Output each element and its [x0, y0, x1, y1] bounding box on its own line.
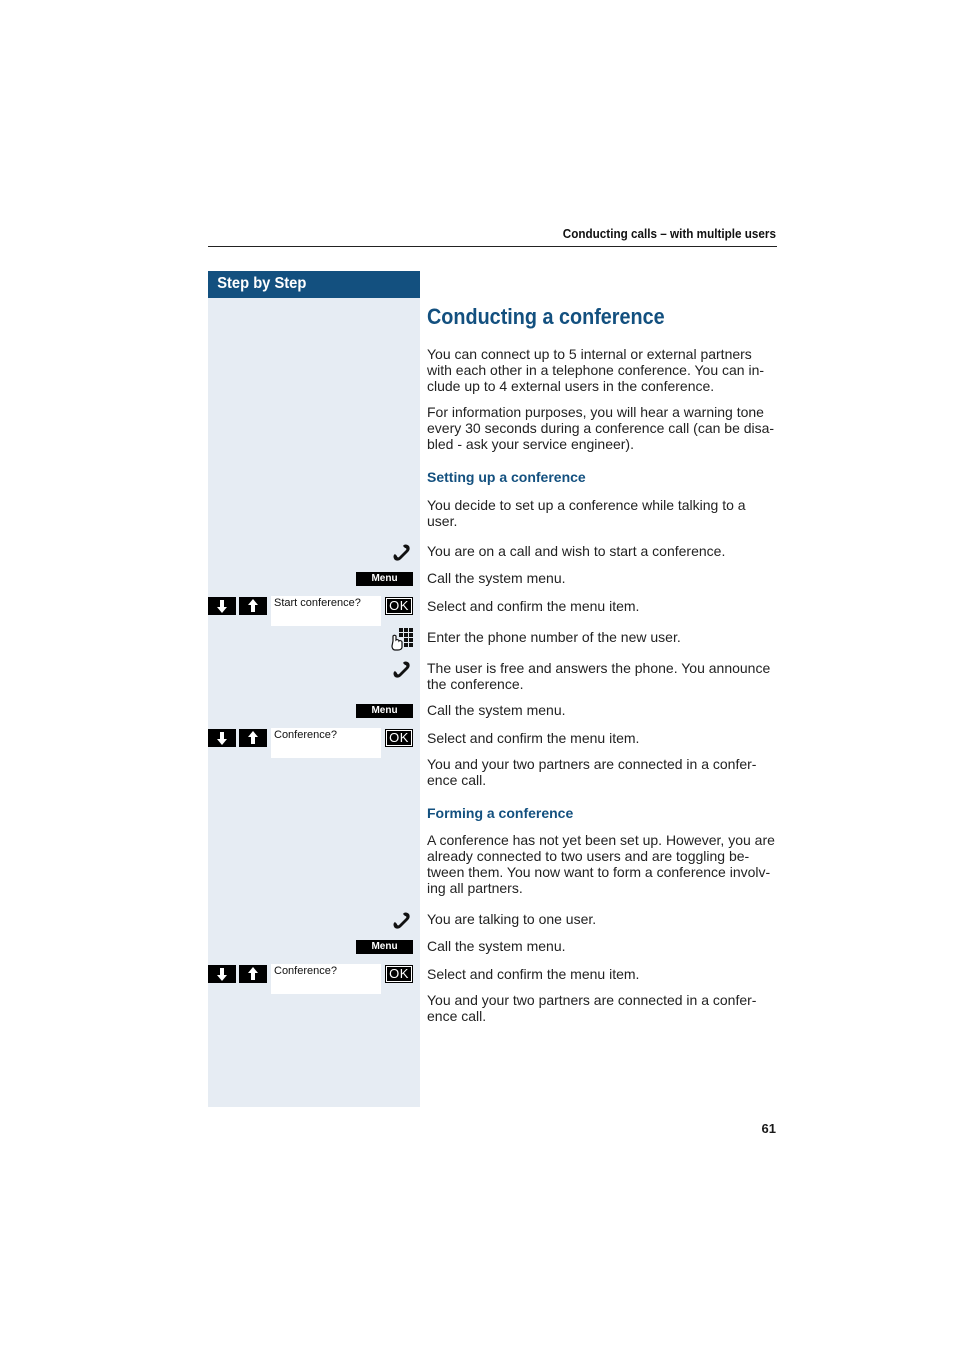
step-text: Call the system menu. [427, 570, 566, 586]
arrow-down-icon[interactable] [208, 597, 236, 615]
ok-label: OK [386, 966, 412, 982]
menu-item-display [271, 964, 381, 994]
arrow-up-icon[interactable] [239, 729, 267, 747]
step-text: You are talking to one user. [427, 911, 597, 927]
menu-item-display [271, 728, 381, 758]
step-text: Select and confirm the menu item. [427, 730, 640, 746]
menu-item-display [271, 596, 381, 626]
menu-key[interactable]: Menu [356, 704, 413, 718]
step-text: Enter the phone number of the new user. [427, 629, 681, 645]
arrow-down-icon[interactable] [208, 729, 236, 747]
step-text: Select and confirm the menu item. [427, 598, 640, 614]
step-text: You are on a call and wish to start a conference. [427, 543, 726, 559]
ok-key[interactable] [385, 729, 413, 747]
menu-item-label: Start conference? [274, 597, 361, 609]
page-number: 61 [761, 1121, 776, 1136]
step-result: You and your two partners are connected in a confer-ence call. [427, 756, 757, 788]
step-text: Call the system menu. [427, 702, 566, 718]
subheading-forming: Forming a conference [427, 805, 574, 821]
step-text: Call the system menu. [427, 938, 566, 954]
subheading-setting-up: Setting up a conference [427, 469, 586, 485]
menu-item-label: Conference? [274, 965, 337, 977]
intro-paragraph-2: For information purposes, you will hear a warning tone every 30 seconds during a conference call (can be disa-bled - ask your service engineer). [427, 404, 775, 452]
menu-item-label: Conference? [274, 729, 337, 741]
arrow-down-icon[interactable] [208, 965, 236, 983]
keypad-icon [391, 627, 413, 649]
ok-key[interactable] [385, 965, 413, 983]
step-result: You and your two partners are connected in a confer-ence call. [427, 992, 757, 1024]
running-header: Conducting calls – with multiple users [562, 226, 776, 241]
setup-intro: You decide to set up a conference while talking to a user. [427, 497, 746, 529]
handset-icon [391, 658, 413, 680]
step-by-step-banner [208, 271, 420, 298]
menu-key[interactable]: Menu [356, 940, 413, 954]
step-by-step-label: Step by Step [217, 275, 307, 292]
page-title: Conducting a conference [427, 304, 665, 329]
ok-label: OK [386, 598, 412, 614]
ok-key[interactable] [385, 597, 413, 615]
menu-key[interactable]: Menu [356, 572, 413, 586]
header-rule [208, 246, 777, 247]
ok-label: OK [386, 730, 412, 746]
handset-icon [391, 541, 413, 563]
step-text: The user is free and answers the phone. You announce the conference. [427, 660, 771, 692]
intro-paragraph-1: You can connect up to 5 internal or external partners with each other in a telephone conference. You can in-clude up to 4 external users in the conference. [427, 346, 765, 394]
arrow-up-icon[interactable] [239, 597, 267, 615]
step-text: Select and confirm the menu item. [427, 966, 640, 982]
arrow-up-icon[interactable] [239, 965, 267, 983]
forming-intro: A conference has not yet been set up. However, you are already connected to two users and are toggling be-tween them. You now want to form a conference involv-ing all partners. [427, 832, 775, 896]
handset-icon [391, 909, 413, 931]
